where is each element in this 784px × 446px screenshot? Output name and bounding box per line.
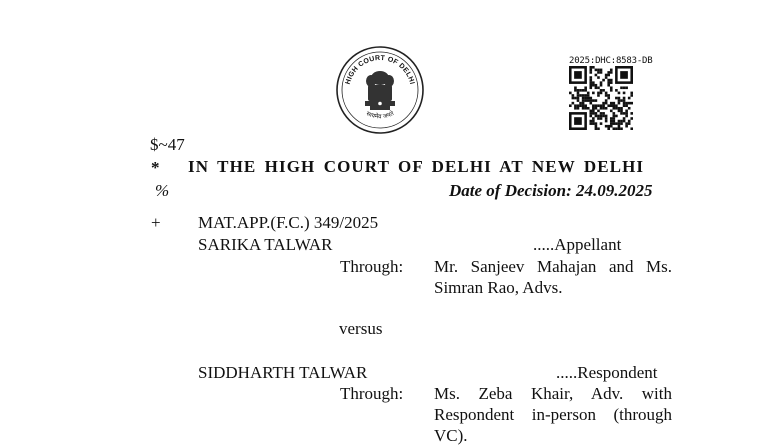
star-marker: *	[151, 158, 160, 177]
marker-list: $~47	[150, 135, 185, 154]
seal-caption: HIGH COURT OF DELHI	[344, 54, 416, 86]
respondent-counsel-line-2: Respondent in-person (through	[434, 405, 672, 424]
appellant-counsel-line-1: Mr. Sanjeev Mahajan and Ms.	[434, 257, 672, 276]
svg-text:सत्यमेव जयते	[365, 109, 396, 120]
appellant-through-label: Through:	[340, 257, 404, 276]
respondent-counsel-line-1: Ms. Zeba Khair, Adv. with	[434, 384, 672, 403]
appellant-counsel-line-2: Simran Rao, Advs.	[434, 278, 563, 297]
percent-marker: %	[155, 181, 170, 200]
court-seal	[335, 45, 425, 135]
qr-code	[569, 66, 633, 130]
case-number: MAT.APP.(F.C.) 349/2025	[198, 213, 379, 232]
versus-label: versus	[339, 319, 383, 338]
seal-motto: सत्यमेव जयते	[364, 110, 396, 121]
plus-marker: +	[151, 213, 161, 232]
respondent-role: .....Respondent	[556, 363, 658, 382]
appellant-role: .....Appellant	[533, 235, 622, 254]
date-of-decision: Date of Decision: 24.09.2025	[449, 181, 653, 200]
respondent-name: SIDDHARTH TALWAR	[198, 363, 368, 382]
appellant-name: SARIKA TALWAR	[198, 235, 333, 254]
neutral-citation: 2025:DHC:8583-DB	[569, 56, 653, 66]
qr-code-graphic	[569, 66, 633, 130]
respondent-counsel-line-3: VC).	[434, 426, 468, 445]
respondent-through-label: Through:	[340, 384, 404, 403]
court-title: IN THE HIGH COURT OF DELHI AT NEW DELHI	[188, 157, 645, 176]
court-seal-emblem	[335, 45, 425, 135]
